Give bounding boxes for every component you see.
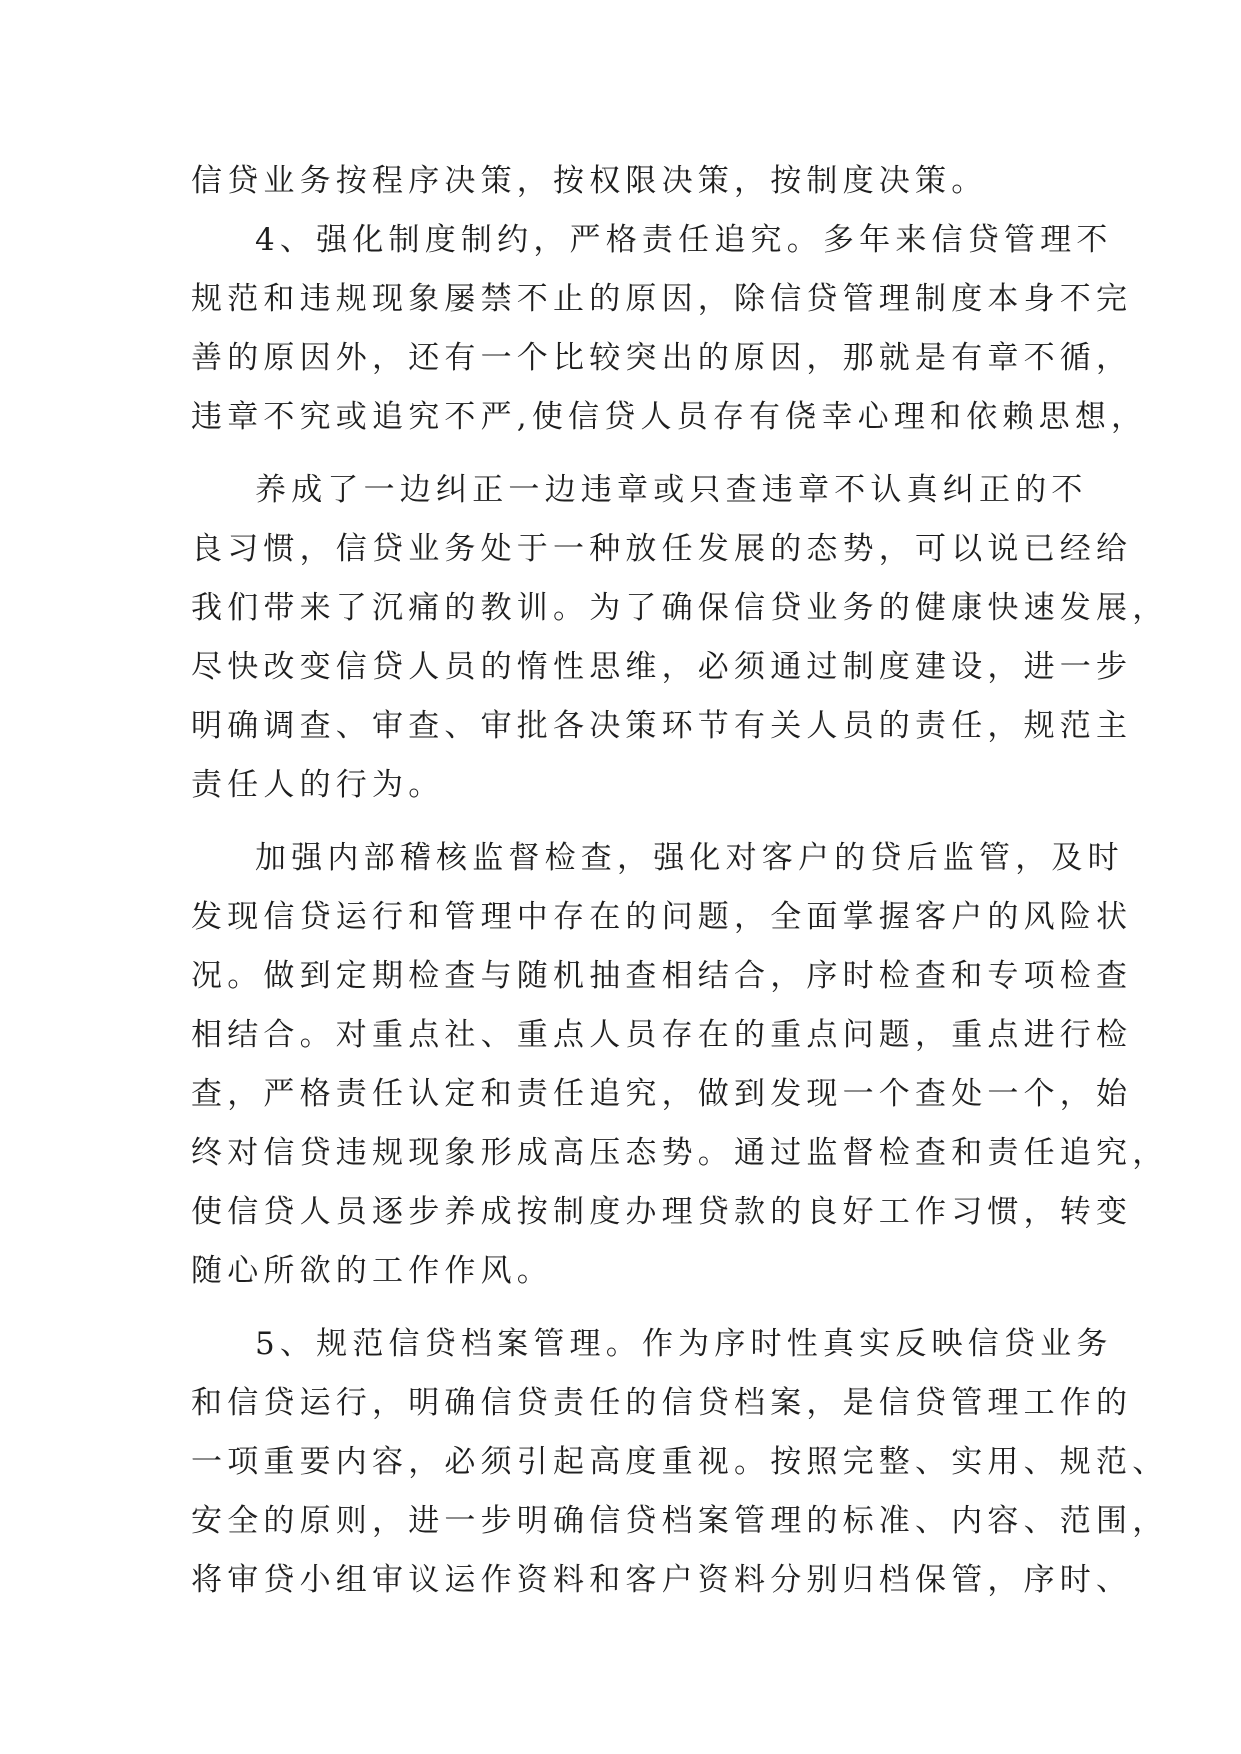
text-line-15: 相结合。对重点社、重点人员存在的重点问题，重点进行检 [191,1017,1133,1053]
text-line-16: 查，严格责任认定和责任追究，做到发现一个查处一个，始 [191,1076,1133,1112]
text-line-1: 信贷业务按程序决策，按权限决策，按制度决策。 [191,163,988,199]
text-line-20: 5、规范信贷档案管理。作为序时性真实反映信贷业务 [255,1326,1113,1362]
text-line-7: 良习惯，信贷业务处于一种放任发展的态势，可以说已经给 [191,531,1133,567]
text-line-22: 一项重要内容，必须引起高度重视。按照完整、实用、规范、 [191,1444,1169,1480]
text-line-23: 安全的原则，进一步明确信贷档案管理的标准、内容、范围， [191,1503,1169,1539]
text-line-10: 明确调查、审查、审批各决策环节有关人员的责任，规范主 [191,708,1133,744]
text-line-17: 终对信贷违规现象形成高压态势。通过监督检查和责任追究， [191,1135,1169,1171]
document-body [191,152,1169,1610]
text-line-8: 我们带来了沉痛的教训。为了确保信贷业务的健康快速发展， [191,590,1169,626]
text-line-6: 养成了一边纠正一边违章或只查违章不认真纠正的不 [255,472,1088,508]
text-line-24: 将审贷小组审议运作资料和客户资料分别归档保管，序时、 [191,1562,1133,1598]
text-line-4: 善的原因外，还有一个比较突出的原因，那就是有章不循， [191,340,1133,376]
text-line-13: 发现信贷运行和管理中存在的问题，全面掌握客户的风险状 [191,899,1133,935]
text-line-9: 尽快改变信贷人员的惰性思维，必须通过制度建设，进一步 [191,649,1133,685]
text-line-18: 使信贷人员逐步养成按制度办理贷款的良好工作习惯，转变 [191,1194,1133,1230]
text-line-3: 规范和违规现象屡禁不止的原因，除信贷管理制度本身不完 [191,281,1133,317]
text-line-12: 加强内部稽核监督检查，强化对客户的贷后监管，及时 [255,840,1124,876]
text-line-14: 况。做到定期检查与随机抽查相结合，序时检查和专项检查 [191,958,1133,994]
text-line-5: 违章不究或追究不严,使信贷人员存有侥幸心理和依赖思想， [191,399,1148,435]
text-line-2: 4、强化制度制约，严格责任追究。多年来信贷管理不 [255,222,1113,258]
text-line-21: 和信贷运行，明确信贷责任的信贷档案，是信贷管理工作的 [191,1385,1133,1421]
text-line-19: 随心所欲的工作作风。 [191,1253,553,1289]
text-line-11: 责任人的行为。 [191,767,445,803]
